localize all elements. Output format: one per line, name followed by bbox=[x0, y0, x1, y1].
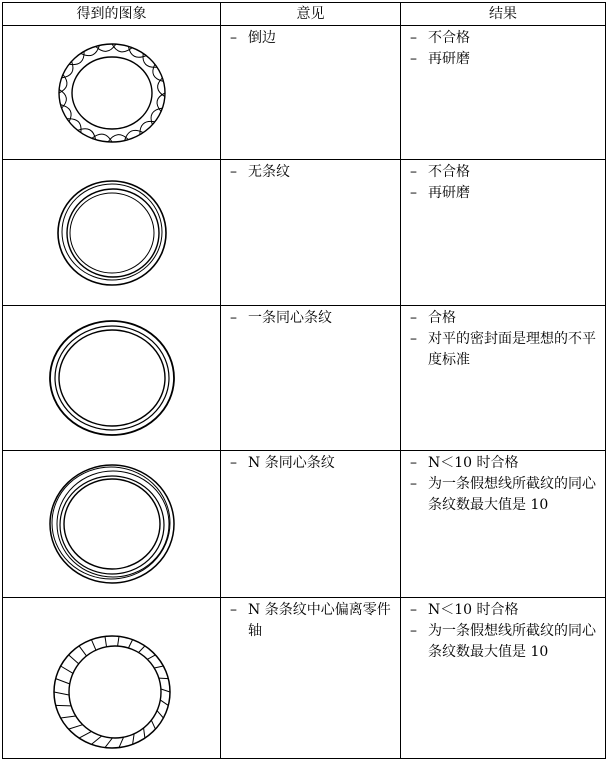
opinion-cell bbox=[221, 26, 401, 160]
hatched-ring-icon bbox=[50, 632, 174, 752]
hatch-mark bbox=[68, 655, 78, 664]
hatch-mark bbox=[138, 646, 144, 653]
multi-concentric-ring-icon bbox=[47, 462, 177, 586]
hatch-mark bbox=[79, 732, 91, 739]
hatch-mark bbox=[158, 678, 167, 679]
hatch-mark bbox=[68, 725, 82, 729]
result-cell bbox=[401, 598, 606, 759]
image-cell bbox=[3, 26, 221, 160]
opinion-cell bbox=[221, 306, 401, 451]
list-item: – 不合格 bbox=[410, 30, 470, 46]
hatch-mark bbox=[117, 636, 118, 646]
hatch-mark bbox=[91, 736, 101, 744]
result-cell bbox=[401, 306, 606, 451]
image-cell bbox=[3, 598, 221, 759]
list-item: – 再研磨 bbox=[410, 185, 470, 201]
hatch-mark bbox=[157, 711, 163, 718]
result-cell bbox=[401, 451, 606, 598]
hatch-mark bbox=[119, 737, 124, 747]
list-item: – 不合格 bbox=[410, 164, 470, 180]
list-item: – 无条纹 bbox=[230, 164, 290, 180]
hatch-mark bbox=[160, 700, 168, 705]
hatch-mark bbox=[91, 640, 96, 651]
opinion-cell bbox=[221, 160, 401, 306]
opinion-cell bbox=[221, 598, 401, 759]
scalloped-ring-icon bbox=[52, 38, 172, 148]
hatch-mark bbox=[154, 666, 163, 668]
hatch-mark bbox=[55, 679, 69, 684]
header-result: 结果 bbox=[401, 3, 606, 26]
image-cell bbox=[3, 160, 221, 306]
opinion-cell bbox=[221, 451, 401, 598]
hatch-mark bbox=[105, 738, 112, 748]
header-image: 得到的图象 bbox=[3, 3, 221, 26]
list-item: – 合格 bbox=[410, 310, 456, 326]
list-item: – N 条同心条纹 bbox=[230, 455, 335, 471]
table-row bbox=[3, 160, 606, 306]
hatch-mark bbox=[55, 705, 70, 706]
hatch-mark bbox=[60, 716, 75, 718]
hatch-mark bbox=[128, 640, 132, 648]
list-item: – 为一条假想线所截纹的同心条纹数最大值是 10 bbox=[410, 476, 596, 513]
hatch-mark bbox=[79, 646, 86, 656]
image-cell bbox=[3, 306, 221, 451]
result-cell bbox=[401, 160, 606, 306]
double-ring-icon bbox=[52, 177, 172, 289]
list-item: – N＜10 时合格 bbox=[410, 455, 519, 471]
table-row bbox=[3, 26, 606, 160]
hatch-mark bbox=[60, 666, 72, 673]
list-item: – 倒边 bbox=[230, 30, 276, 46]
hatch-mark bbox=[105, 636, 107, 646]
list-item: – 为一条假想线所截纹的同心条纹数最大值是 10 bbox=[410, 623, 596, 660]
header-opinion: 意见 bbox=[221, 3, 401, 26]
table-row bbox=[3, 598, 606, 759]
results-table bbox=[2, 2, 606, 759]
image-cell bbox=[3, 451, 221, 598]
hatch-mark bbox=[54, 692, 69, 695]
list-item: – N 条条纹中心偏离零件轴 bbox=[230, 602, 391, 639]
hatch-mark bbox=[132, 734, 134, 745]
table-row bbox=[3, 306, 606, 451]
table-row bbox=[3, 451, 606, 598]
hatch-mark bbox=[161, 689, 170, 692]
list-item: – 一条同心条纹 bbox=[230, 310, 332, 326]
hatch-mark bbox=[143, 728, 144, 738]
concentric-ring-icon bbox=[47, 318, 177, 438]
list-item: – 再研磨 bbox=[410, 51, 470, 67]
hatch-mark bbox=[147, 655, 155, 659]
list-item: – 对平的密封面是理想的不平度标准 bbox=[410, 331, 596, 368]
list-item: – N＜10 时合格 bbox=[410, 602, 519, 618]
hatch-mark bbox=[151, 720, 155, 729]
result-cell bbox=[401, 26, 606, 160]
